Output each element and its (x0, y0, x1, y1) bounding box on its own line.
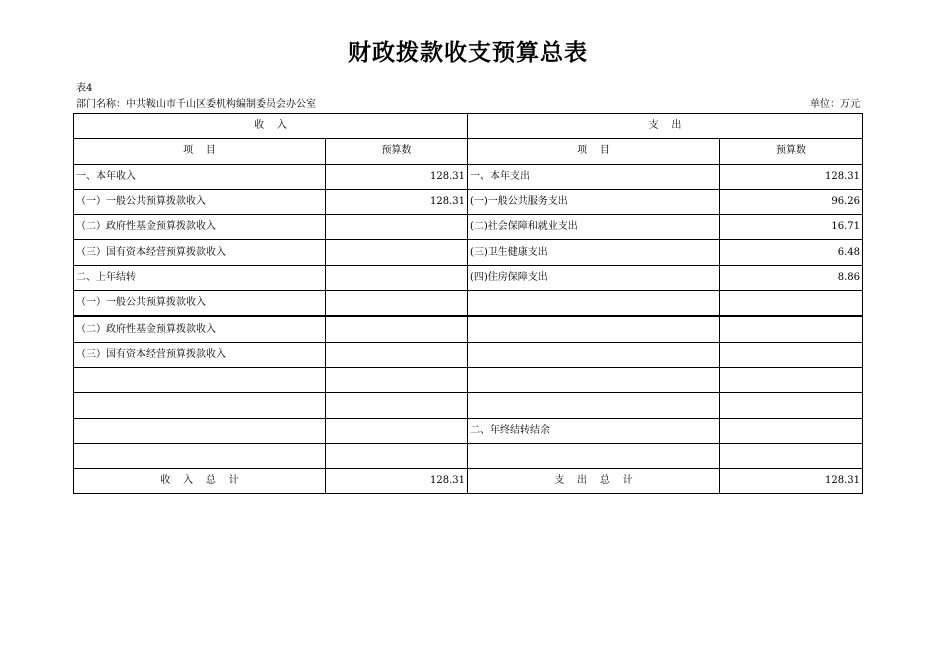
table-row (74, 393, 863, 418)
income-item-cell (74, 393, 326, 418)
expense-item-cell (468, 443, 720, 468)
expense-amount-cell: 6.48 (720, 240, 863, 265)
income-amount-cell (326, 418, 468, 443)
income-amount-cell: 128.31 (326, 164, 468, 189)
expense-item-cell (468, 367, 720, 392)
group-header-row (74, 114, 863, 139)
table-body (74, 164, 863, 469)
income-item-cell: （二）政府性基金预算拨款收入 (74, 316, 326, 342)
income-total-amount: 128.31 (326, 469, 468, 494)
income-item-cell: （一）一般公共预算拨款收入 (74, 291, 326, 317)
income-amount-cell (326, 240, 468, 265)
expense-amount-cell (720, 443, 863, 468)
expense-item-cell: (三)卫生健康支出 (468, 240, 720, 265)
expense-item-cell (468, 291, 720, 317)
expense-amount-cell (720, 393, 863, 418)
expense-amount-cell (720, 316, 863, 342)
expense-amount-cell: 16.71 (720, 215, 863, 240)
totals-row (74, 469, 863, 494)
expense-item-cell: (一)一般公共服务支出 (468, 189, 720, 214)
table-row (74, 164, 863, 189)
income-amount-cell (326, 316, 468, 342)
income-amount-cell (326, 342, 468, 367)
income-amount-cell (326, 215, 468, 240)
income-amount-cell (326, 265, 468, 290)
income-amount-cell (326, 291, 468, 317)
expense-amount-cell (720, 367, 863, 392)
table-row (74, 291, 863, 317)
table-row (74, 215, 863, 240)
income-amount-cell (326, 393, 468, 418)
table-row (74, 418, 863, 443)
income-item-cell (74, 443, 326, 468)
income-total-label: 收 入 总 计 (74, 469, 326, 494)
expense-amount-header: 预算数 (720, 139, 863, 164)
income-amount-cell: 128.31 (326, 189, 468, 214)
expense-amount-cell: 128.31 (720, 164, 863, 189)
expense-item-cell: (二)社会保障和就业支出 (468, 215, 720, 240)
income-item-cell: （三）国有资本经营预算拨款收入 (74, 240, 326, 265)
table-row (74, 443, 863, 468)
expense-item-cell: 一、本年支出 (468, 164, 720, 189)
income-item-cell: 一、本年收入 (74, 164, 326, 189)
expense-total-amount: 128.31 (720, 469, 863, 494)
expense-item-cell (468, 342, 720, 367)
column-header-row (74, 139, 863, 164)
department-name: 部门名称：中共鞍山市千山区委机构编制委员会办公室 (76, 99, 316, 110)
budget-table (73, 113, 863, 494)
table-row (74, 265, 863, 290)
table-number: 表4 (76, 83, 93, 94)
expense-item-cell: 二、年终结转结余 (468, 418, 720, 443)
expense-item-cell: (四)住房保障支出 (468, 265, 720, 290)
page-title: 财政拨款收支预算总表 (348, 39, 588, 66)
table-row (74, 189, 863, 214)
income-amount-cell (326, 367, 468, 392)
table-row (74, 316, 863, 342)
income-amount-cell (326, 443, 468, 468)
expense-item-header: 项 目 (468, 139, 720, 164)
income-item-cell: （二）政府性基金预算拨款收入 (74, 215, 326, 240)
income-item-cell: 二、上年结转 (74, 265, 326, 290)
expense-amount-cell (720, 291, 863, 317)
income-item-cell: （一）一般公共预算拨款收入 (74, 189, 326, 214)
expense-amount-cell: 96.26 (720, 189, 863, 214)
expense-amount-cell (720, 418, 863, 443)
expense-group-header: 支 出 (468, 114, 863, 139)
income-item-header: 项 目 (74, 139, 326, 164)
table-row (74, 367, 863, 392)
expense-amount-cell: 8.86 (720, 265, 863, 290)
expense-total-label: 支 出 总 计 (468, 469, 720, 494)
income-amount-header: 预算数 (326, 139, 468, 164)
expense-item-cell (468, 316, 720, 342)
expense-item-cell (468, 393, 720, 418)
table-row (74, 342, 863, 367)
unit-label: 单位：万元 (810, 99, 860, 110)
income-item-cell (74, 367, 326, 392)
income-item-cell: （三）国有资本经营预算拨款收入 (74, 342, 326, 367)
expense-amount-cell (720, 342, 863, 367)
income-item-cell (74, 418, 326, 443)
income-group-header: 收 入 (74, 114, 468, 139)
table-row (74, 240, 863, 265)
